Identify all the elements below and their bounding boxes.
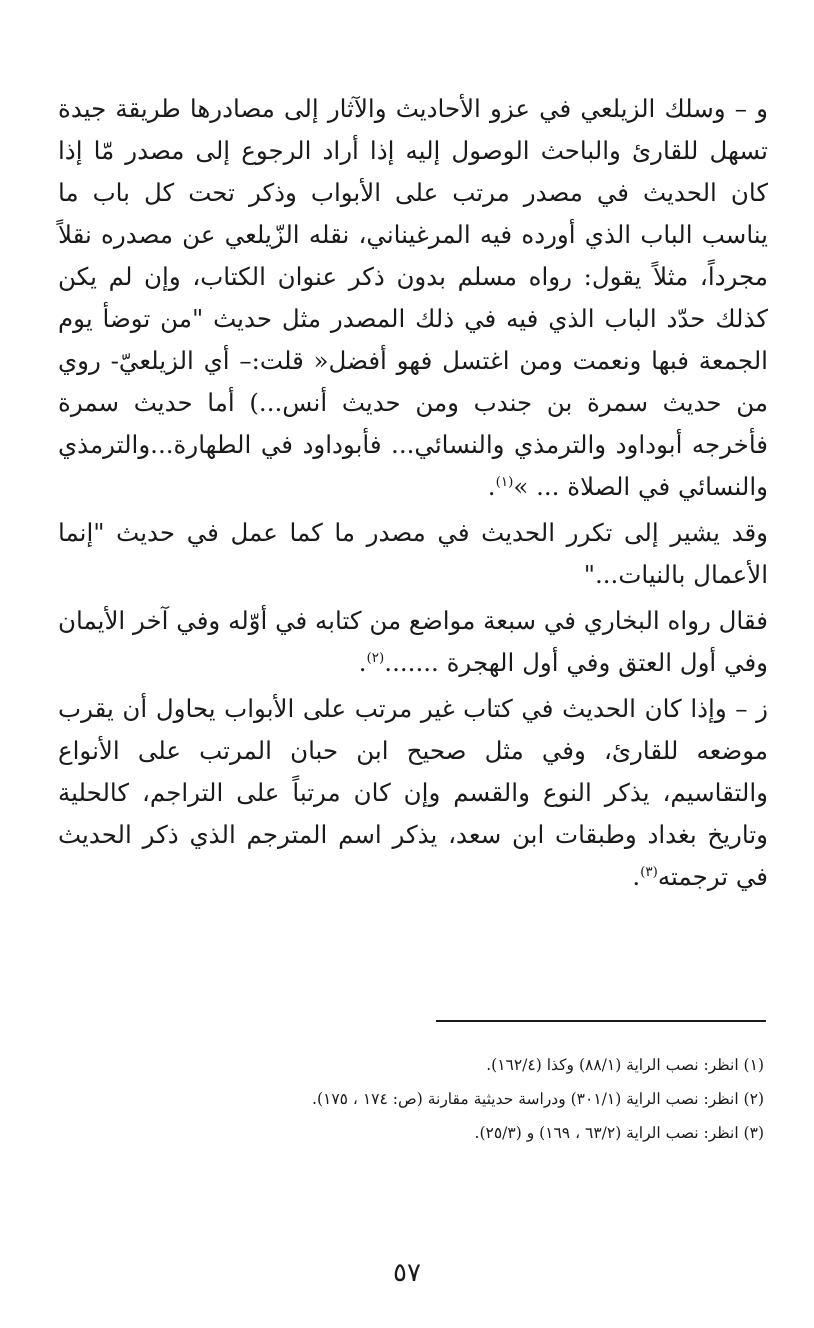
paragraph-zay-text: ز – وإذا كان الحديث في كتاب غير مرتب على الأبواب يحاول أن يقرب موضعه للقارئ، وفي مثل صحيح ابن حبان المرتب على الأنواع والتقاسيم، يذكر النوع والقسم وإن كان مرتباً على التراجم، كالحلية وتاريخ بغداد وطبقات ابن سعد، يذكر اسم المترجم الذي ذكر الحديث في ترجمته [58,694,768,891]
paragraph-zay: ز – وإذا كان الحديث في كتاب غير مرتب على الأبواب يحاول أن يقرب موضعه للقارئ، وفي مثل صحيح ابن حبان المرتب على الأنواع والتقاسيم، يذكر النوع والقسم وإن كان مرتباً على التراجم، كالحلية وتاريخ بغداد وطبقات ابن سعد، يذكر اسم المترجم الذي ذكر الحديث في ترجمته$^{(٣)}$. [58,694,768,891]
paragraph-bukhari-text: فقال رواه البخاري في سبعة مواضع من كتابه في أوّله وفي آخر الأيمان وفي أول العتق وفي أول الهجرة ....... [58,606,768,677]
paragraph-bukhari: فقال رواه البخاري في سبعة مواضع من كتابه في أوّله وفي آخر الأيمان وفي أول العتق وفي أول الهجرة .......$^{(٢)}$. [58,606,768,677]
footnotes [44,1048,764,1150]
paragraph-waw-text: و – وسلك الزيلعي في عزو الأحاديث والآثار إلى مصادرها طريقة جيدة تسهل للقارئ والباحث الوصول إليه إذا أراد الرجوع إلى مصدر مّا إذا كان الحديث في مصدر مرتب على الأبواب وذكر تحت كل باب ما يناسب الباب الذي أورده فيه المرغيناني، نقله الزّيلعي عن مصدره نقلاً مجرداً، مثلاً يقول: رواه مسلم بدون ذكر عنوان الكتاب، وإن لم يكن كذلك حدّد الباب الذي فيه في ذلك المصدر مثل حديث "من توضأ يوم الجمعة فبها ونعمت ومن اغتسل فهو أفضل« قلت:– أي الزيلعيّ- روي من حديث سمرة بن جندب ومن حديث أنس...) أما حديث سمرة فأخرجه أبوداود والترمذي والنسائي... فأبوداود في الطهارة...والترمذي والنسائي في الصلاة ... » [58,94,768,501]
paragraph-repetition [58,512,768,596]
footnote-3: (٣) انظر: نصب الراية (٦٣/٢ ، ١٦٩) و (٢٥/٣). [474,1124,764,1142]
footnote-1: (١) انظر: نصب الراية (٨٨/١) وكذا (١٦٢/٤). [486,1056,764,1074]
main-text [58,88,768,898]
paragraph-waw: و – وسلك الزيلعي في عزو الأحاديث والآثار إلى مصادرها طريقة جيدة تسهل للقارئ والباحث الوصول إليه إذا أراد الرجوع إلى مصدر مّا إذا كان الحديث في مصدر مرتب على الأبواب وذكر تحت كل باب ما يناسب الباب الذي أورده فيه المرغيناني، نقله الزّيلعي عن مصدره نقلاً مجرداً، مثلاً يقول: رواه مسلم بدون ذكر عنوان الكتاب، وإن لم يكن كذلك حدّد الباب الذي فيه في ذلك المصدر مثل حديث "من توضأ يوم الجمعة فبها ونعمت ومن اغتسل فهو أفضل« قلت:– أي الزيلعيّ- روي من حديث سمرة بن جندب ومن حديث أنس...) أما حديث سمرة فأخرجه أبوداود والترمذي والنسائي... فأبوداود في الطهارة...والترمذي والنسائي في الصلاة ... »$^{(١)}$. [58,94,768,501]
footnote-ref-1[interactable]: (١) [495,473,514,490]
footnote-2: (٢) انظر: نصب الراية (٣٠١/١) ودراسة حديثية مقارنة (ص: ١٧٤ ، ١٧٥). [312,1090,764,1108]
page-number: ٥٧ [393,1258,421,1288]
footnote-ref-3[interactable]: (٣) [640,863,658,880]
paragraph-repetition-text: وقد يشير إلى تكرر الحديث في مصدر ما كما عمل في حديث "إنما الأعمال بالنيات..." [58,518,768,589]
footnote-ref-2[interactable]: (٢) [366,649,385,666]
footnote-divider [436,1020,766,1022]
